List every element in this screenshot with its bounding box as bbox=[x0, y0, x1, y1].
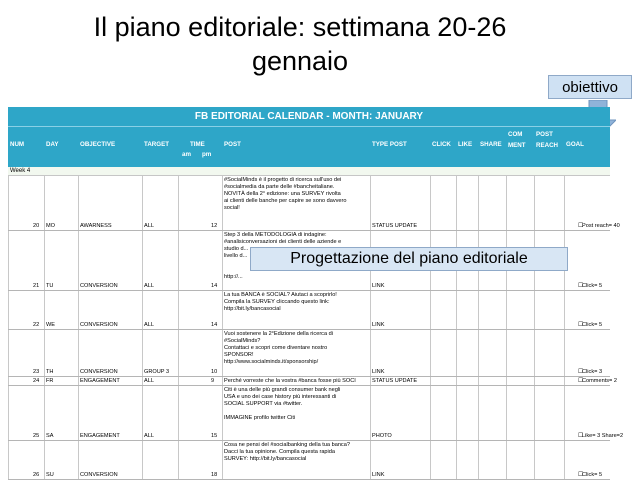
table-cell-divider bbox=[222, 176, 223, 230]
table-cell-divider bbox=[222, 291, 223, 329]
table-cell-divider bbox=[370, 330, 371, 376]
slide-title bbox=[30, 10, 570, 78]
post-line: NOVITÀ della 2° edizione: una SURVEY rivolta bbox=[224, 191, 341, 197]
cell-num: 24 bbox=[33, 378, 40, 384]
table-cell-divider bbox=[222, 377, 223, 385]
checkbox-icon[interactable]: ☐ bbox=[578, 378, 584, 384]
table-cell-divider bbox=[370, 291, 371, 329]
table-cell-divider bbox=[534, 330, 535, 376]
cell-objective: CONVERSION bbox=[80, 322, 118, 328]
cell-objective: CONVERSION bbox=[80, 472, 118, 478]
header-target: TARGET bbox=[144, 141, 169, 148]
table-cell-divider bbox=[506, 176, 507, 230]
cell-goal: Click= 5 bbox=[582, 472, 603, 478]
table-cell-divider bbox=[370, 377, 371, 385]
cell-day: TU bbox=[46, 283, 54, 289]
calendar-header bbox=[8, 126, 610, 167]
table-row bbox=[8, 441, 610, 480]
table-cell-divider bbox=[456, 176, 457, 230]
cell-type-post: LINK bbox=[372, 283, 385, 289]
cell-target: ALL bbox=[144, 378, 154, 384]
post-line: #SocialMinds è il progetto di ricerca sull'uso dei bbox=[224, 177, 342, 183]
table-cell-divider bbox=[430, 377, 431, 385]
cell-objective: ENGAGEMENT bbox=[80, 433, 120, 439]
slide-title-line1: Il piano editoriale: settimana 20-26 bbox=[93, 12, 507, 42]
header-post: POST bbox=[224, 141, 241, 148]
post-line: Dacci la tua opinione. Compila questa rapida bbox=[224, 449, 336, 455]
table-cell-divider bbox=[222, 231, 223, 290]
header-click: CLICK bbox=[432, 141, 451, 148]
cell-goal: Click= 5 bbox=[582, 322, 603, 328]
cell-day: WE bbox=[46, 322, 56, 328]
header-num: NUM bbox=[10, 141, 25, 148]
post-line: Contattaci e scopri come diventare nostro bbox=[224, 345, 328, 351]
table-cell-divider bbox=[178, 330, 179, 376]
cell-time: 14 bbox=[211, 283, 218, 289]
post-line: http://... bbox=[224, 274, 243, 280]
post-line: ai clienti delle banche per capire se sono davvero bbox=[224, 198, 347, 204]
cell-time: 15 bbox=[211, 433, 218, 439]
post-line: Step 3 della METODOLOGIA di indagine: bbox=[224, 232, 327, 238]
table-cell-divider bbox=[8, 291, 9, 329]
table-cell-divider bbox=[478, 377, 479, 385]
cell-type-post: LINK bbox=[372, 322, 385, 328]
table-cell-divider bbox=[564, 386, 565, 440]
post-line: http://bit.ly/bancasocial bbox=[224, 306, 281, 312]
header-day: DAY bbox=[46, 141, 59, 148]
cell-num: 22 bbox=[33, 322, 40, 328]
cell-day: MO bbox=[46, 223, 56, 229]
cell-type-post: STATUS UPDATE bbox=[372, 378, 418, 384]
table-cell-divider bbox=[142, 441, 143, 479]
table-cell-divider bbox=[478, 176, 479, 230]
table-cell-divider bbox=[456, 330, 457, 376]
table-cell-divider bbox=[564, 441, 565, 479]
post-line: social! bbox=[224, 205, 240, 211]
cell-post bbox=[224, 177, 370, 212]
table-cell-divider bbox=[8, 441, 9, 479]
post-line: Citi è una delle più grandi consumer bank negli bbox=[224, 387, 341, 393]
table-cell-divider bbox=[564, 176, 565, 230]
cell-time: 18 bbox=[211, 472, 218, 478]
header-type-post: TYPE POST bbox=[372, 141, 407, 148]
table-cell-divider bbox=[8, 377, 9, 385]
table-cell-divider bbox=[142, 176, 143, 230]
cell-target: ALL bbox=[144, 322, 154, 328]
table-cell-divider bbox=[478, 441, 479, 479]
table-cell-divider bbox=[506, 377, 507, 385]
table-cell-divider bbox=[78, 231, 79, 290]
table-cell-divider bbox=[44, 377, 45, 385]
table-row bbox=[8, 291, 610, 330]
table-cell-divider bbox=[178, 231, 179, 290]
table-cell-divider bbox=[506, 330, 507, 376]
table-cell-divider bbox=[456, 291, 457, 329]
post-line: La tua BANCA è SOCIAL? Aiutaci a scoprirlo! bbox=[224, 292, 337, 298]
table-cell-divider bbox=[142, 231, 143, 290]
cell-post bbox=[224, 442, 370, 463]
checkbox-icon[interactable]: ☐ bbox=[578, 322, 584, 328]
cell-objective: CONVERSION bbox=[80, 283, 118, 289]
cell-num: 25 bbox=[33, 433, 40, 439]
cell-day: SA bbox=[46, 433, 54, 439]
table-cell-divider bbox=[178, 441, 179, 479]
post-line: livello d... bbox=[224, 253, 248, 259]
header-goal: GOAL bbox=[566, 141, 584, 148]
table-cell-divider bbox=[78, 441, 79, 479]
table-cell-divider bbox=[142, 291, 143, 329]
header-comment: COM MENT bbox=[508, 131, 526, 149]
table-cell-divider bbox=[142, 386, 143, 440]
table-cell-divider bbox=[478, 386, 479, 440]
cell-num: 23 bbox=[33, 369, 40, 375]
objective-callout: obiettivo bbox=[548, 75, 632, 99]
table-cell-divider bbox=[222, 386, 223, 440]
checkbox-icon[interactable]: ☐ bbox=[578, 433, 584, 439]
post-line: SOCIAL SUPPORT via #twitter. bbox=[224, 401, 303, 407]
table-cell-divider bbox=[8, 231, 9, 290]
table-row bbox=[8, 330, 610, 377]
cell-target: ALL bbox=[144, 283, 154, 289]
header-like: LIKE bbox=[458, 141, 473, 148]
table-cell-divider bbox=[78, 386, 79, 440]
table-cell-divider bbox=[44, 386, 45, 440]
table-cell-divider bbox=[430, 386, 431, 440]
table-cell-divider bbox=[78, 176, 79, 230]
cell-num: 26 bbox=[33, 472, 40, 478]
editorial-calendar bbox=[8, 107, 624, 480]
header-objective: OBJECTIVE bbox=[80, 141, 116, 148]
cell-time: 9 bbox=[211, 378, 215, 384]
post-line bbox=[224, 408, 370, 415]
cell-type-post: LINK bbox=[372, 369, 385, 375]
post-line: IMMAGINE profilo twitter Citi bbox=[224, 415, 296, 421]
cell-day: SU bbox=[46, 472, 54, 478]
table-cell-divider bbox=[430, 291, 431, 329]
cell-day: TH bbox=[46, 369, 54, 375]
cell-goal: Comments= 2 bbox=[582, 378, 617, 384]
table-cell-divider bbox=[370, 176, 371, 230]
table-cell-divider bbox=[78, 377, 79, 385]
cell-target: ALL bbox=[144, 223, 154, 229]
table-cell-divider bbox=[534, 386, 535, 440]
cell-type-post: STATUS UPDATE bbox=[372, 223, 418, 229]
cell-time: 10 bbox=[211, 369, 218, 375]
table-cell-divider bbox=[78, 291, 79, 329]
cell-time: 14 bbox=[211, 322, 218, 328]
post-line: #SocialMinds? bbox=[224, 338, 261, 344]
table-cell-divider bbox=[44, 176, 45, 230]
cell-target: GROUP 3 bbox=[144, 369, 170, 375]
checkbox-icon[interactable]: ☐ bbox=[578, 369, 584, 375]
table-cell-divider bbox=[430, 441, 431, 479]
post-line: Vuoi sostenere la 2°Edizione della ricerca di bbox=[224, 331, 333, 337]
cell-objective: CONVERSION bbox=[80, 369, 118, 375]
table-cell-divider bbox=[178, 377, 179, 385]
cell-goal: Click= 3 bbox=[582, 369, 603, 375]
table-cell-divider bbox=[534, 176, 535, 230]
calendar-title: FB EDITORIAL CALENDAR - MONTH: JANUARY bbox=[8, 107, 610, 126]
table-cell-divider bbox=[456, 377, 457, 385]
table-cell-divider bbox=[456, 441, 457, 479]
table-cell-divider bbox=[564, 330, 565, 376]
table-cell-divider bbox=[506, 441, 507, 479]
table-cell-divider bbox=[178, 386, 179, 440]
cell-num: 21 bbox=[33, 283, 40, 289]
table-cell-divider bbox=[506, 386, 507, 440]
cell-objective: AWARNESS bbox=[80, 223, 112, 229]
table-cell-divider bbox=[534, 377, 535, 385]
table-cell-divider bbox=[8, 330, 9, 376]
post-line: USA e uno dei case history più interessanti di bbox=[224, 394, 337, 400]
cell-goal: Like= 3 Share=2 bbox=[582, 433, 624, 439]
table-cell-divider bbox=[222, 441, 223, 479]
cell-target: ALL bbox=[144, 433, 154, 439]
overlay-caption: Progettazione del piano editoriale bbox=[250, 247, 568, 271]
post-line: #analisiconversazioni dei clienti delle aziende e bbox=[224, 239, 342, 245]
table-cell-divider bbox=[370, 386, 371, 440]
table-cell-divider bbox=[142, 330, 143, 376]
slide-title-line2: gennaio bbox=[251, 46, 349, 76]
calendar-rows bbox=[8, 176, 624, 480]
checkbox-icon[interactable]: ☐ bbox=[578, 223, 584, 229]
table-cell-divider bbox=[534, 291, 535, 329]
checkbox-icon[interactable]: ☐ bbox=[578, 472, 584, 478]
cell-num: 20 bbox=[33, 223, 40, 229]
post-line: studio d... bbox=[224, 246, 249, 252]
cell-goal: Click= 5 bbox=[582, 283, 603, 289]
cell-objective: ENGAGEMENT bbox=[80, 378, 120, 384]
table-cell-divider bbox=[44, 330, 45, 376]
table-cell-divider bbox=[222, 330, 223, 376]
post-line: SPONSOR! bbox=[224, 352, 254, 358]
post-line: Compila la SURVEY cliccando questo link: bbox=[224, 299, 330, 305]
header-post-reach: POST REACH bbox=[536, 131, 559, 149]
table-cell-divider bbox=[44, 441, 45, 479]
table-cell-divider bbox=[8, 176, 9, 230]
table-cell-divider bbox=[44, 291, 45, 329]
table-row bbox=[8, 176, 620, 231]
cell-post bbox=[224, 331, 370, 366]
table-cell-divider bbox=[430, 330, 431, 376]
cell-day: FR bbox=[46, 378, 54, 384]
cell-time: 12 bbox=[211, 223, 218, 229]
table-cell-divider bbox=[370, 441, 371, 479]
post-line: Cosa ne pensi del #socialbanking della tua banca? bbox=[224, 442, 350, 448]
table-cell-divider bbox=[534, 441, 535, 479]
header-time: TIME am pm bbox=[182, 141, 212, 158]
cell-goal: Post reach= 40 bbox=[582, 223, 620, 229]
cell-post bbox=[224, 387, 370, 422]
week-label: Week 4 bbox=[8, 167, 610, 176]
table-cell-divider bbox=[564, 291, 565, 329]
table-row bbox=[8, 377, 617, 386]
post-line: SURVEY: http://bit.ly/bancasocial bbox=[224, 456, 307, 462]
checkbox-icon[interactable]: ☐ bbox=[578, 283, 584, 289]
table-cell-divider bbox=[142, 377, 143, 385]
table-cell-divider bbox=[564, 377, 565, 385]
table-cell-divider bbox=[430, 176, 431, 230]
table-cell-divider bbox=[178, 291, 179, 329]
table-cell-divider bbox=[456, 386, 457, 440]
table-cell-divider bbox=[8, 386, 9, 440]
cell-type-post: LINK bbox=[372, 472, 385, 478]
cell-type-post: PHOTO bbox=[372, 433, 392, 439]
table-cell-divider bbox=[478, 330, 479, 376]
header-share: SHARE bbox=[480, 141, 502, 148]
post-line: http://www.socialminds.it/sponsorship/ bbox=[224, 359, 319, 365]
table-cell-divider bbox=[44, 231, 45, 290]
cell-post bbox=[224, 378, 370, 385]
table-row bbox=[8, 386, 624, 441]
table-cell-divider bbox=[178, 176, 179, 230]
table-cell-divider bbox=[478, 291, 479, 329]
table-cell-divider bbox=[78, 330, 79, 376]
table-cell-divider bbox=[506, 291, 507, 329]
post-line: #socialmedia da parte delle #bancheitaliane. bbox=[224, 184, 335, 190]
post-line: Perché vorreste che la vostra #banca fosse più SOCI bbox=[224, 378, 356, 384]
cell-post bbox=[224, 292, 370, 313]
